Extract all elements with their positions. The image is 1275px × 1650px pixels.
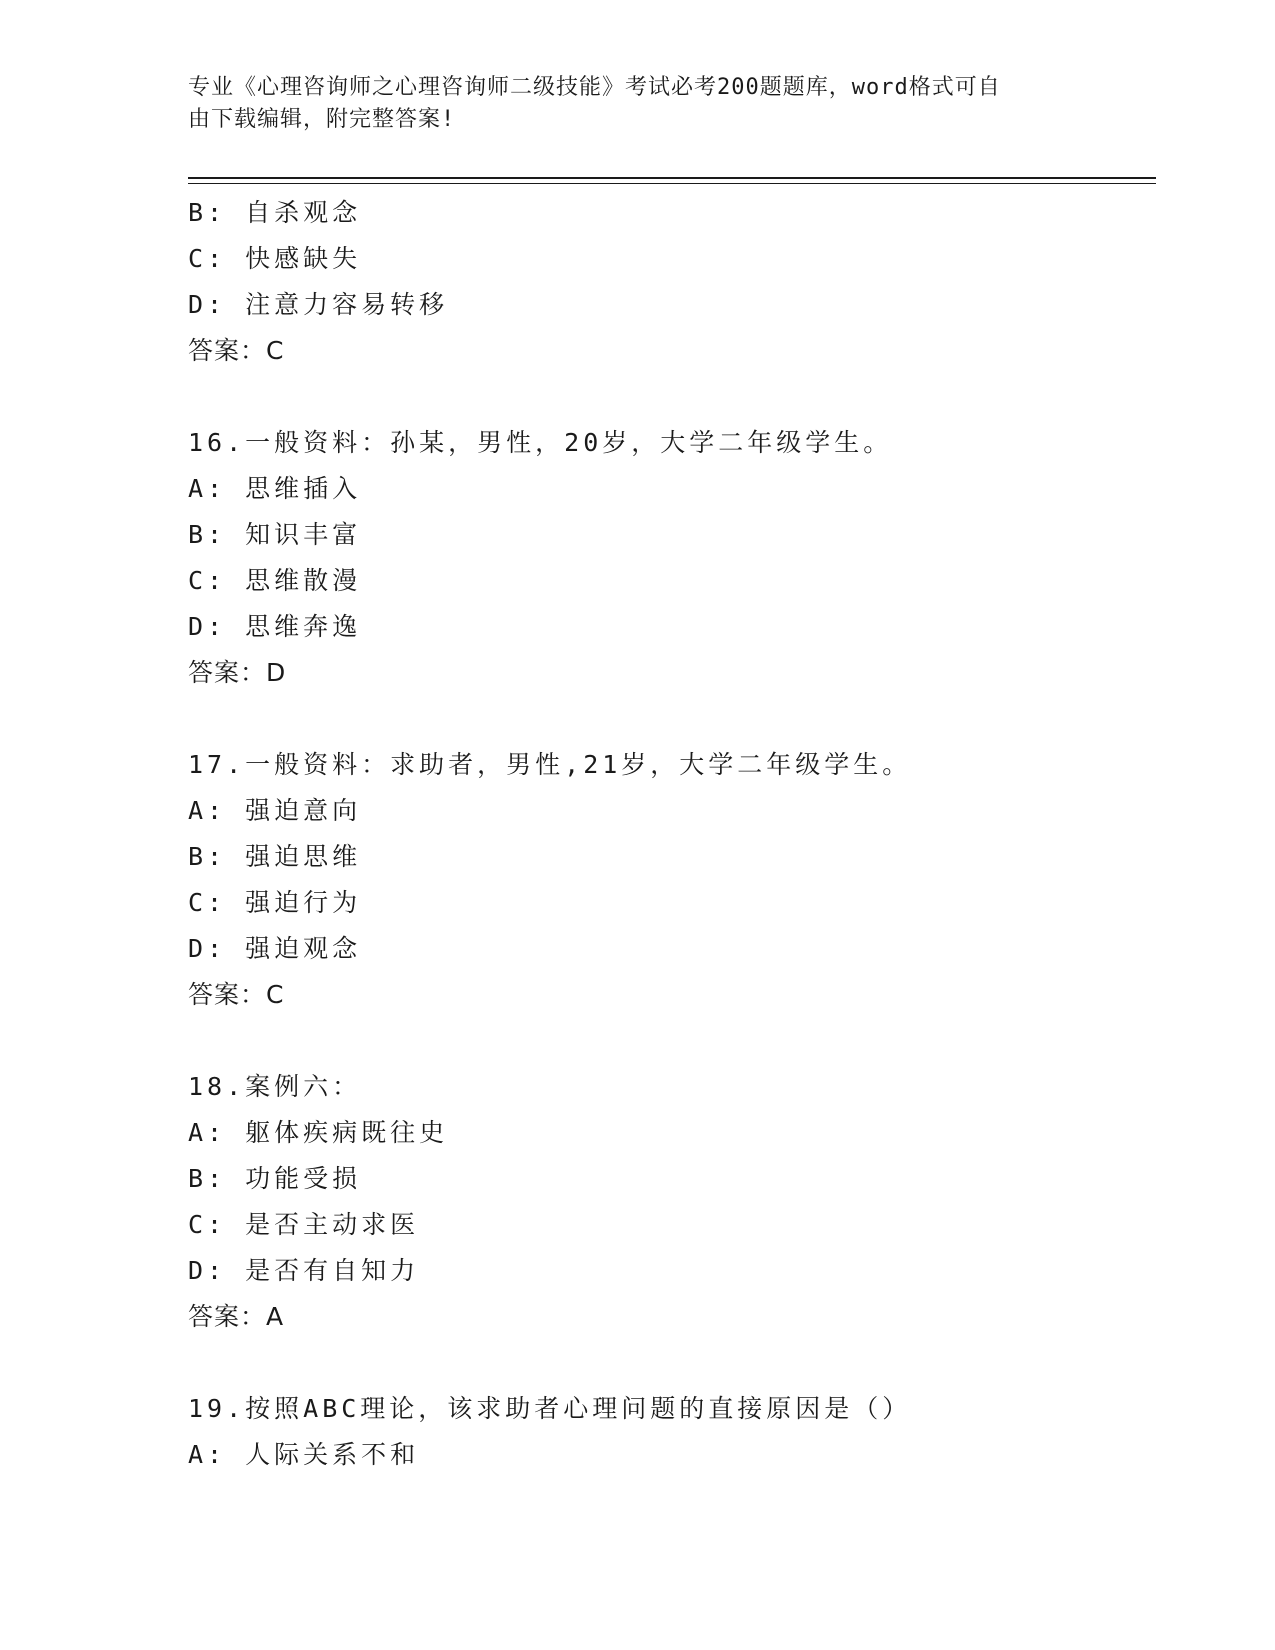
block-spacer — [188, 696, 1156, 742]
option-d: D: 注意力容易转移 — [188, 290, 449, 319]
question-block — [188, 1386, 1156, 1478]
header-divider-thick — [188, 177, 1156, 179]
question-block — [188, 1064, 1156, 1340]
option-a: A: 强迫意向 — [188, 796, 362, 825]
option-d: D: 强迫观念 — [188, 934, 362, 963]
answer-line: 答案：C — [188, 980, 285, 1009]
question-text: 16.一般资料：孙某，男性，20岁，大学二年级学生。 — [188, 428, 893, 457]
answer-line: 答案：D — [188, 658, 287, 687]
question-text: 19.按照ABC理论，该求助者心理问题的直接原因是（） — [188, 1394, 912, 1423]
option-a: A: 躯体疾病既往史 — [188, 1118, 449, 1147]
option-c: C: 是否主动求医 — [188, 1210, 420, 1239]
option-c: C: 快感缺失 — [188, 244, 362, 273]
option-d: D: 是否有自知力 — [188, 1256, 420, 1285]
header-line-2: 由下载编辑，附完整答案! — [188, 107, 456, 132]
option-b: B: 强迫思维 — [188, 842, 362, 871]
question-block — [188, 420, 1156, 696]
answer-line: 答案：C — [188, 336, 285, 365]
option-a: A: 思维插入 — [188, 474, 362, 503]
option-d: D: 思维奔逸 — [188, 612, 362, 641]
document-header — [188, 72, 1088, 136]
answer-line: 答案：A — [188, 1302, 285, 1331]
block-spacer — [188, 1340, 1156, 1386]
block-spacer — [188, 1018, 1156, 1064]
block-spacer — [188, 374, 1156, 420]
option-b: B: 知识丰富 — [188, 520, 362, 549]
option-b: B: 自杀观念 — [188, 198, 362, 227]
option-c: C: 强迫行为 — [188, 888, 362, 917]
option-c: C: 思维散漫 — [188, 566, 362, 595]
header-divider-thin — [188, 183, 1156, 184]
question-text: 17.一般资料：求助者，男性,21岁，大学二年级学生。 — [188, 750, 912, 779]
question-block — [188, 742, 1156, 1018]
option-b: B: 功能受损 — [188, 1164, 362, 1193]
option-a: A: 人际关系不和 — [188, 1440, 420, 1469]
question-block — [188, 190, 1156, 374]
header-line-1: 专业《心理咨询师之心理咨询师二级技能》考试必考200题题库，word格式可自 — [188, 75, 1001, 100]
question-text: 18.案例六： — [188, 1072, 362, 1101]
question-list — [188, 190, 1156, 1478]
